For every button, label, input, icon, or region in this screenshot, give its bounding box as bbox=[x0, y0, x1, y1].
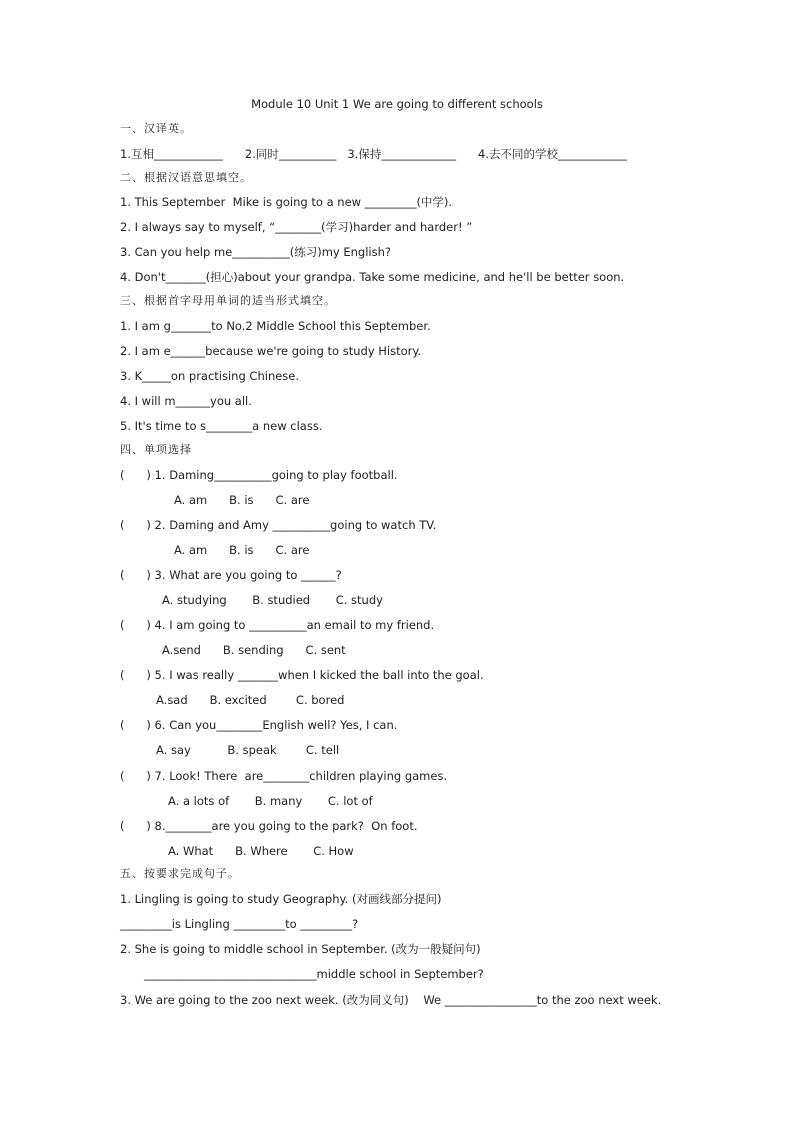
section-4-q8-options: A. What B. Where C. How bbox=[168, 844, 354, 858]
section-2-q4: 4. Don't_______(担心)about your grandpa. Take some medicine, and he'll be better soon. bbox=[120, 270, 625, 284]
section-5-heading: 五、按要求完成句子。 bbox=[120, 867, 240, 880]
section-3-q2: 2. I am e______because we're going to study History. bbox=[120, 344, 422, 358]
section-3-q5: 5. It's time to s________a new class. bbox=[120, 419, 323, 433]
section-4-q2-options: A. am B. is C. are bbox=[174, 543, 310, 557]
section-2-q2: 2. I always say to myself, “________(学习)harder and harder! ” bbox=[120, 220, 473, 234]
section-1-heading: 一、汉译英。 bbox=[120, 122, 192, 135]
section-3-heading: 三、根据首字母用单词的适当形式填空。 bbox=[120, 294, 336, 307]
section-4-q2: ( ) 2. Daming and Amy __________going to watch TV. bbox=[120, 518, 437, 532]
section-4-q3: ( ) 3. What are you going to ______? bbox=[120, 568, 342, 582]
section-5-a1: _________is Lingling _________to _________? bbox=[120, 917, 359, 931]
section-4-q8: ( ) 8.________are you going to the park? On foot. bbox=[120, 819, 418, 833]
section-2-q1: 1. This September Mike is going to a new _________(中学). bbox=[120, 195, 453, 209]
section-4-q1: ( ) 1. Daming__________going to play football. bbox=[120, 468, 398, 482]
section-1-row: 1.互相____________ 2.同时__________ 3.保持_____________ 4.去不同的学校____________ bbox=[120, 147, 627, 161]
section-4-q4-options: A.send B. sending C. sent bbox=[162, 643, 346, 657]
section-5-a2: ______________________________middle school in September? bbox=[144, 967, 484, 981]
section-4-q7: ( ) 7. Look! There are________children playing games. bbox=[120, 769, 448, 783]
section-3-q4: 4. I will m______you all. bbox=[120, 394, 252, 408]
section-4-heading: 四、单项选择 bbox=[120, 443, 192, 456]
section-4-q3-options: A. studying B. studied C. study bbox=[162, 593, 383, 607]
section-3-q3: 3. K_____on practising Chinese. bbox=[120, 369, 300, 383]
section-4-q6: ( ) 6. Can you________English well? Yes, I can. bbox=[120, 718, 398, 732]
section-4-q6-options: A. say B. speak C. tell bbox=[156, 743, 340, 757]
section-4-q5: ( ) 5. I was really _______when I kicked the ball into the goal. bbox=[120, 668, 484, 682]
section-4-q4: ( ) 4. I am going to __________an email to my friend. bbox=[120, 618, 435, 632]
section-4-q1-options: A. am B. is C. are bbox=[174, 493, 310, 507]
section-5-q1: 1. Lingling is going to study Geography. (对画线部分提问) bbox=[120, 892, 442, 906]
section-3-q1: 1. I am g_______to No.2 Middle School this September. bbox=[120, 319, 431, 333]
section-4-q7-options: A. a lots of B. many C. lot of bbox=[168, 794, 373, 808]
page-title: Module 10 Unit 1 We are going to different schools bbox=[251, 97, 543, 111]
section-4-q5-options: A.sad B. excited C. bored bbox=[156, 693, 345, 707]
section-2-heading: 二、根据汉语意思填空。 bbox=[120, 171, 252, 184]
section-5-q3: 3. We are going to the zoo next week. (改为同义句) We ________________to the zoo next week. bbox=[120, 993, 662, 1007]
section-5-q2: 2. She is going to middle school in September. (改为一般疑问句) bbox=[120, 942, 481, 956]
section-2-q3: 3. Can you help me__________(练习)my English? bbox=[120, 245, 391, 259]
